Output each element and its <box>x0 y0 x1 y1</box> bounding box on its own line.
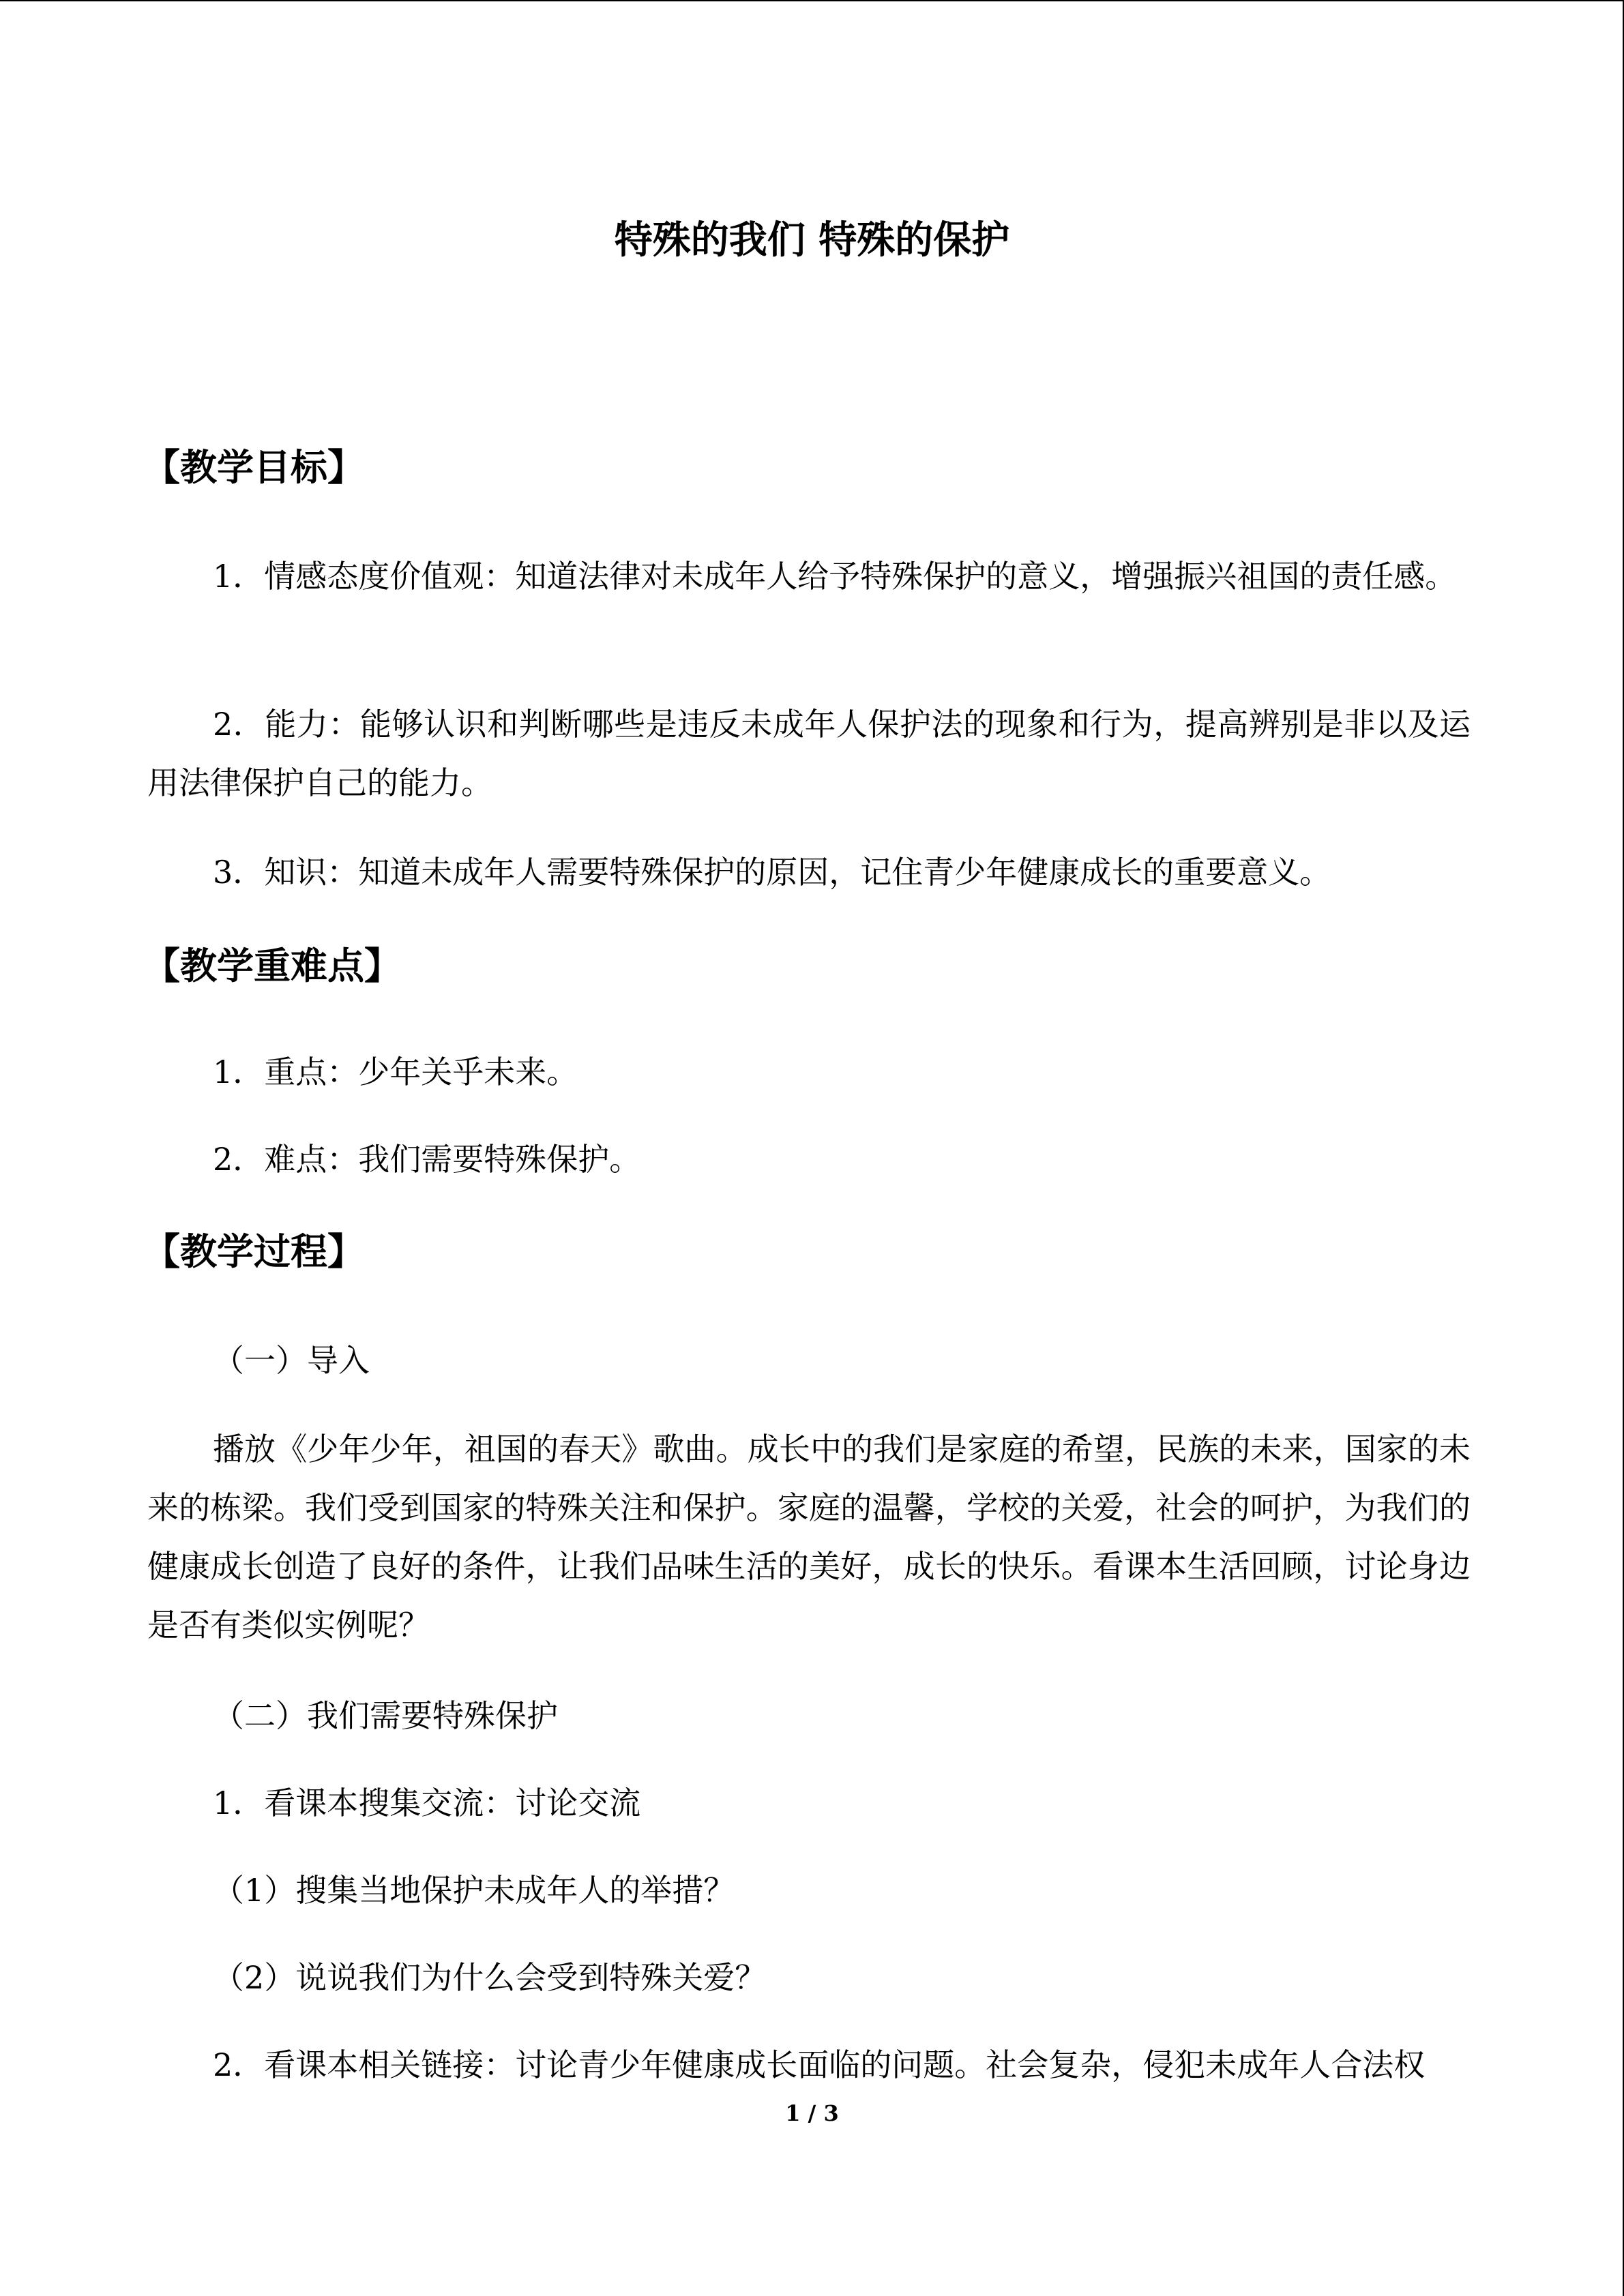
process-part2-sub-2: （2）说说我们为什么会受到特殊关爱？ <box>213 1959 767 1996</box>
process-part2-sub-1: （1）搜集当地保护未成年人的举措？ <box>213 1872 735 1909</box>
process-part2-item-1: 1．看课本搜集交流：讨论交流 <box>213 1785 641 1821</box>
page-number: 1 / 3 <box>785 2100 839 2126</box>
process-part2-heading: （二）我们需要特殊保护 <box>213 1697 558 1734</box>
process-intro-heading: （一）导入 <box>213 1342 370 1379</box>
key-point-item-1: 1．重点：少年关乎未来。 <box>213 1054 578 1090</box>
section-heading-process: 【教学过程】 <box>143 1229 364 1273</box>
key-point-item-2: 2．难点：我们需要特殊保护。 <box>213 1141 641 1178</box>
process-intro-text: 播放《少年少年，祖国的春天》歌曲。成长中的我们是家庭的希望，民族的未来，国家的未来的栋梁。我们受到国家的特殊关注和保护。家庭的温馨，学校的关爱，社会的呵护，为我们的健康成长创造了良好的条件，让我们品味生活的美好，成长的快乐。看课本生活回顾，讨论身边是否有类似实例呢？ <box>147 1431 1471 1643</box>
section-heading-key-points: 【教学重难点】 <box>143 944 401 987</box>
goal-item-3: 3．知识：知道未成年人需要特殊保护的原因，记住青少年健康成长的重要意义。 <box>213 854 1331 891</box>
page-title: 特殊的我们 特殊的保护 <box>614 218 1010 263</box>
process-part2-item-2: 2．看课本相关链接：讨论青少年健康成长面临的问题。社会复杂，侵犯未成年人合法权 <box>213 2046 1426 2083</box>
goal-item-2: 2．能力：能够认识和判断哪些是违反未成年人保护法的现象和行为，提高辨别是非以及运用法律保护自己的能力。 <box>147 706 1471 801</box>
section-heading-goals: 【教学目标】 <box>143 445 364 489</box>
goal-item-1: 1．情感态度价值观：知道法律对未成年人给予特殊保护的意义，增强振兴祖国的责任感。 <box>213 558 1457 595</box>
